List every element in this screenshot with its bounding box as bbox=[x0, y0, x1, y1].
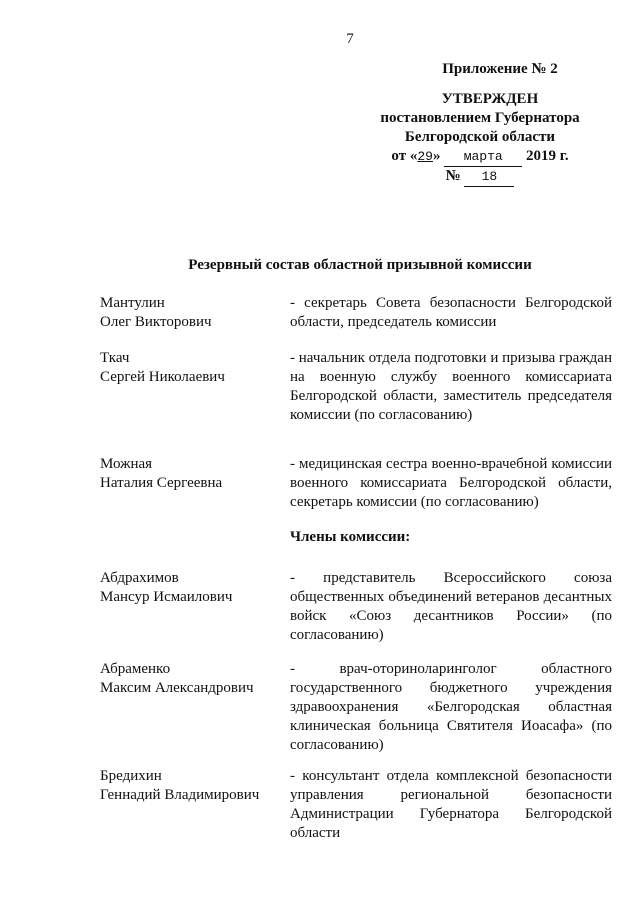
approved-heading: УТВЕРЖДЕН bbox=[441, 91, 539, 107]
entry-surname: Ткач bbox=[100, 350, 130, 366]
document-title: Резервный состав областной призывной комиссии bbox=[188, 257, 532, 273]
number-prefix: № bbox=[445, 168, 461, 184]
page-number: 7 bbox=[346, 31, 354, 47]
date-mid: » bbox=[432, 148, 441, 164]
entry-name bbox=[100, 660, 280, 698]
entry-given-name: Сергей Николаевич bbox=[100, 369, 225, 385]
number-value: 18 bbox=[481, 169, 498, 184]
number-field bbox=[464, 167, 514, 187]
entry-given-name: Наталия Сергеевна bbox=[100, 475, 223, 491]
entry-name bbox=[100, 294, 280, 332]
entry-surname: Можная bbox=[100, 456, 153, 472]
entry-name bbox=[100, 455, 280, 493]
entry-description: - представитель Всероссийского союза общественных объединений ветеранов десантных войск «Союз десантников России» (по согласованию) bbox=[290, 570, 612, 643]
entry-surname: Мантулин bbox=[100, 295, 165, 311]
approval-number bbox=[370, 167, 590, 187]
date-month-field bbox=[444, 147, 522, 167]
date-day: 29 bbox=[417, 149, 433, 164]
entry-given-name: Олег Викторович bbox=[100, 314, 212, 330]
entry-description: - секретарь Совета безопасности Белгородской области, председатель комиссии bbox=[290, 295, 612, 330]
entry-description: - начальник отдела подготовки и призыва граждан на военную службу военного комиссариата Белгородской области, заместитель председателя комиссии (по согласованию) bbox=[290, 350, 612, 423]
date-prefix: от « bbox=[391, 148, 418, 164]
entry-given-name: Мансур Исмаилович bbox=[100, 589, 233, 605]
approval-line-1: постановлением Губернатора bbox=[380, 110, 580, 126]
entry-given-name: Максим Александрович bbox=[100, 680, 254, 696]
entry-given-name: Геннадий Владимирович bbox=[100, 787, 260, 803]
entry-name bbox=[100, 767, 280, 805]
annex-label: Приложение № 2 bbox=[442, 61, 558, 77]
entry-surname: Бредихин bbox=[100, 768, 162, 784]
entry-surname: Абраменко bbox=[100, 661, 171, 677]
approval-line-2: Белгородской области bbox=[404, 129, 556, 145]
entry-name bbox=[100, 349, 280, 387]
entry-name bbox=[100, 569, 280, 607]
date-month: марта bbox=[463, 149, 503, 164]
entry-description: - врач-оториноларинголог областного государственного бюджетного учреждения здравоохранения «Белгородская областная клиническая больница Святителя Иоасафа» (по согласованию) bbox=[290, 661, 612, 753]
entry-surname: Абдрахимов bbox=[100, 570, 179, 586]
approval-block bbox=[370, 60, 590, 187]
approval-date bbox=[370, 147, 590, 167]
date-year: 2019 г. bbox=[525, 148, 569, 164]
members-heading: Члены комиссии: bbox=[290, 529, 411, 545]
entry-description: - консультант отдела комплексной безопасности управления региональной безопасности Администрации Губернатора Белгородской области bbox=[290, 768, 612, 841]
entry-description: - медицинская сестра военно-врачебной комиссии военного комиссариата Белгородской области, секретарь комиссии (по согласованию) bbox=[290, 456, 612, 510]
